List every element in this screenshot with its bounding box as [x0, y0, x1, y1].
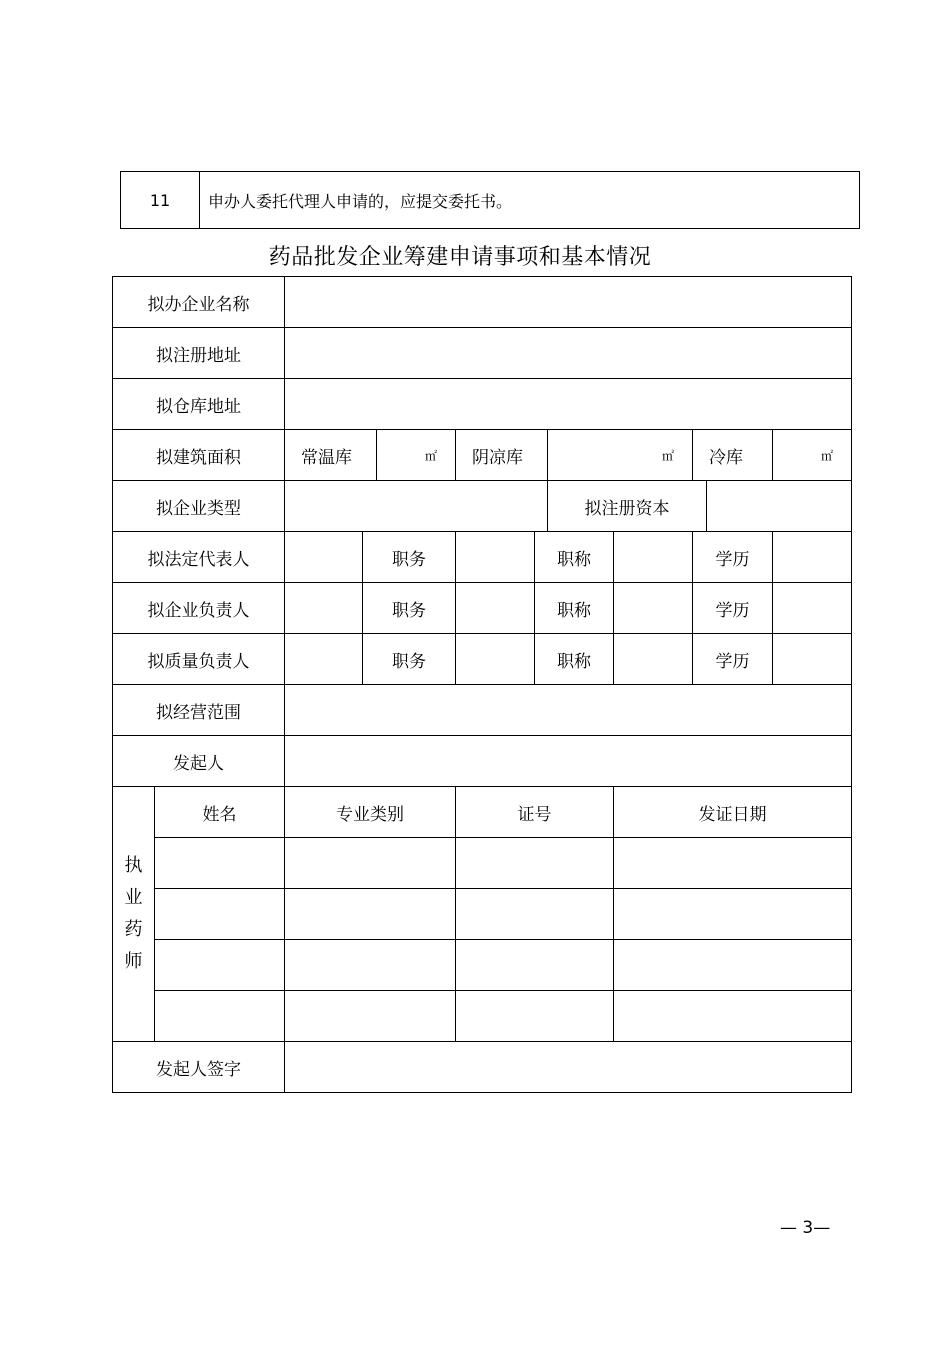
pharmacist-header-row — [113, 787, 852, 838]
initiator-field[interactable] — [285, 736, 852, 787]
pharmacist-label-char: 业 — [124, 887, 143, 908]
pharmacist-cert-field[interactable] — [456, 838, 614, 889]
pharmacist-row — [113, 838, 852, 889]
title-field[interactable] — [614, 634, 693, 685]
row-business-scope — [113, 685, 852, 736]
reg-capital-field[interactable] — [707, 481, 852, 532]
company-name-field[interactable] — [285, 277, 852, 328]
reg-address-label: 拟注册地址 — [113, 328, 285, 379]
cool-storage-label: 阴凉库 — [456, 430, 548, 481]
form-title: 药品批发企业筹建申请事项和基本情况 — [268, 245, 652, 270]
pharmacist-row — [113, 991, 852, 1042]
cold-storage-label: 冷库 — [693, 430, 773, 481]
pharmacist-major-field[interactable] — [285, 940, 456, 991]
normal-temp-label: 常温库 — [285, 430, 377, 481]
position-field[interactable] — [456, 634, 535, 685]
pharmacist-cert-field[interactable] — [456, 940, 614, 991]
pharmacist-row — [113, 889, 852, 940]
initiator-signature-label: 发起人签字 — [113, 1042, 285, 1093]
reg-address-field[interactable] — [285, 328, 852, 379]
company-head-label: 拟企业负责人 — [113, 583, 285, 634]
quality-head-field[interactable] — [285, 634, 363, 685]
title-label: 职称 — [535, 634, 614, 685]
pharmacist-date-field[interactable] — [614, 991, 852, 1042]
page-number: — 3— — [780, 1218, 831, 1238]
normal-temp-area-field[interactable]: ㎡ — [377, 430, 456, 481]
row-company-name — [113, 277, 852, 328]
col-header-issue-date: 发证日期 — [614, 787, 852, 838]
quality-head-label: 拟质量负责人 — [113, 634, 285, 685]
initiator-signature-field[interactable] — [285, 1042, 852, 1093]
pharmacist-label-char: 师 — [124, 951, 143, 972]
pharmacist-name-field[interactable] — [155, 889, 285, 940]
company-head-field[interactable] — [285, 583, 363, 634]
initiator-label: 发起人 — [113, 736, 285, 787]
title-label: 职称 — [535, 532, 614, 583]
row-company-type — [113, 481, 852, 532]
education-field[interactable] — [773, 583, 852, 634]
pharmacist-cert-field[interactable] — [456, 889, 614, 940]
company-type-label: 拟企业类型 — [113, 481, 285, 532]
title-field[interactable] — [614, 532, 693, 583]
position-label: 职务 — [363, 532, 456, 583]
pharmacist-major-field[interactable] — [285, 889, 456, 940]
education-field[interactable] — [773, 634, 852, 685]
pharmacist-label — [113, 787, 155, 1042]
row-company-head — [113, 583, 852, 634]
title-field[interactable] — [614, 583, 693, 634]
pharmacist-major-field[interactable] — [285, 838, 456, 889]
pharmacist-major-field[interactable] — [285, 991, 456, 1042]
row-quality-head — [113, 634, 852, 685]
education-field[interactable] — [773, 532, 852, 583]
pharmacist-row — [113, 940, 852, 991]
requirement-row — [121, 172, 860, 229]
col-header-name: 姓名 — [155, 787, 285, 838]
education-label: 学历 — [693, 583, 773, 634]
requirement-item-table — [120, 171, 860, 229]
pharmacist-cert-field[interactable] — [456, 991, 614, 1042]
item-text: 申办人委托代理人申请的，应提交委托书。 — [200, 172, 860, 229]
row-reg-address — [113, 328, 852, 379]
title-label: 职称 — [535, 583, 614, 634]
item-number: 11 — [121, 172, 200, 229]
row-warehouse-address — [113, 379, 852, 430]
pharmacist-label-char: 药 — [124, 919, 143, 940]
pharmacist-date-field[interactable] — [614, 940, 852, 991]
cold-storage-area-field[interactable]: ㎡ — [773, 430, 852, 481]
row-initiator — [113, 736, 852, 787]
row-legal-representative — [113, 532, 852, 583]
company-name-label: 拟办企业名称 — [113, 277, 285, 328]
position-field[interactable] — [456, 532, 535, 583]
row-building-area — [113, 430, 852, 481]
company-type-field[interactable] — [285, 481, 548, 532]
position-field[interactable] — [456, 583, 535, 634]
legal-representative-field[interactable] — [285, 532, 363, 583]
cool-storage-area-field[interactable]: ㎡ — [548, 430, 693, 481]
position-label: 职务 — [363, 634, 456, 685]
education-label: 学历 — [693, 634, 773, 685]
business-scope-label: 拟经营范围 — [113, 685, 285, 736]
pharmacist-name-field[interactable] — [155, 838, 285, 889]
reg-capital-label: 拟注册资本 — [548, 481, 707, 532]
col-header-major: 专业类别 — [285, 787, 456, 838]
pharmacist-date-field[interactable] — [614, 838, 852, 889]
row-initiator-signature — [113, 1042, 852, 1093]
pharmacist-name-field[interactable] — [155, 940, 285, 991]
legal-representative-label: 拟法定代表人 — [113, 532, 285, 583]
education-label: 学历 — [693, 532, 773, 583]
pharmacist-date-field[interactable] — [614, 889, 852, 940]
col-header-cert-number: 证号 — [456, 787, 614, 838]
application-form-table — [112, 276, 852, 1093]
warehouse-address-field[interactable] — [285, 379, 852, 430]
warehouse-address-label: 拟仓库地址 — [113, 379, 285, 430]
position-label: 职务 — [363, 583, 456, 634]
pharmacist-label-char: 执 — [124, 855, 143, 876]
business-scope-field[interactable] — [285, 685, 852, 736]
pharmacist-name-field[interactable] — [155, 991, 285, 1042]
building-area-label: 拟建筑面积 — [113, 430, 285, 481]
